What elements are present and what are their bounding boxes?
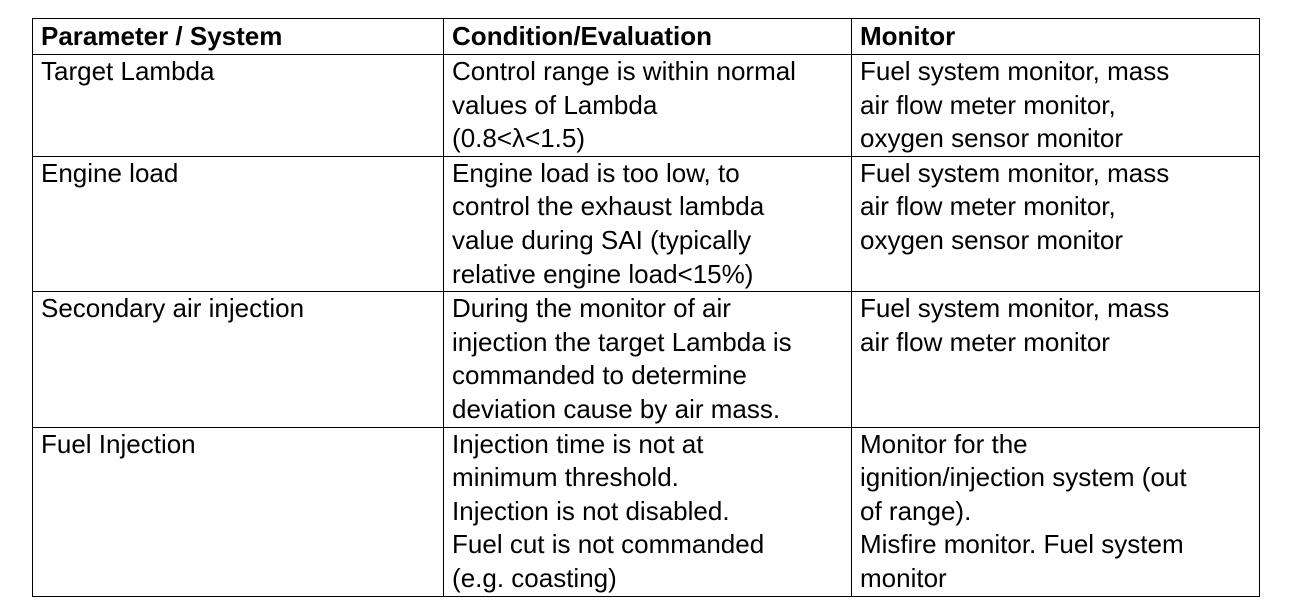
parameter-text: Fuel Injection [41, 428, 196, 459]
condition-text: commanded to determine [452, 360, 747, 391]
monitor-text: oxygen sensor monitor [860, 123, 1124, 154]
parameter-cell [33, 156, 444, 291]
condition-text: Injection time is not at [452, 428, 704, 459]
condition-text: Engine load is too low, to [452, 157, 740, 188]
monitor-cell [852, 55, 1260, 157]
monitor-text: Fuel system monitor, mass [860, 157, 1170, 188]
monitor-text: air flow meter monitor [860, 326, 1110, 357]
table-row [33, 55, 1260, 157]
condition-cell [444, 292, 852, 427]
monitor-text: air flow meter monitor, [860, 89, 1116, 120]
condition-cell [444, 55, 852, 157]
condition-text: deviation cause by air mass. [452, 393, 781, 424]
parameter-text: Engine load [41, 157, 179, 188]
table-row [33, 156, 1260, 291]
condition-cell [444, 427, 852, 596]
header-parameter-system: Parameter / System [33, 19, 444, 55]
condition-text: Fuel cut is not commanded [452, 529, 765, 560]
parameter-text: Secondary air injection [41, 293, 305, 324]
condition-cell [444, 156, 852, 291]
monitor-cell [852, 427, 1260, 596]
parameter-cell [33, 427, 444, 596]
monitor-cell [852, 156, 1260, 291]
header-condition-evaluation: Condition/Evaluation [444, 19, 852, 55]
condition-text: (e.g. coasting) [452, 562, 617, 593]
monitor-text: ignition/injection system (out [860, 462, 1187, 493]
table-row [33, 427, 1260, 596]
condition-text: Injection is not disabled. [452, 495, 730, 526]
condition-text: During the monitor of air [452, 293, 731, 324]
monitor-text: Fuel system monitor, mass [860, 56, 1170, 86]
parameter-cell [33, 55, 444, 157]
condition-text: value during SAI (typically [452, 224, 752, 255]
condition-text: minimum threshold. [452, 462, 679, 493]
parameter-cell [33, 292, 444, 427]
parameter-text: Target Lambda [41, 56, 215, 86]
monitor-conditions-table [32, 18, 1260, 597]
table-row [33, 292, 1260, 427]
condition-text: control the exhaust lambda [452, 191, 765, 222]
monitor-cell [852, 292, 1260, 427]
condition-text: relative engine load<15%) [452, 258, 754, 289]
monitor-text: air flow meter monitor, [860, 191, 1116, 222]
condition-text: (0.8<λ<1.5) [452, 123, 586, 154]
condition-text: injection the target Lambda is [452, 326, 792, 357]
monitor-text: oxygen sensor monitor [860, 224, 1124, 255]
condition-text: values of Lambda [452, 89, 658, 120]
table-header-row [33, 19, 1260, 55]
monitor-text: of range). [860, 495, 972, 526]
monitor-text: Fuel system monitor, mass [860, 293, 1170, 324]
header-monitor: Monitor [852, 19, 1260, 55]
monitor-text: Monitor for the [860, 428, 1028, 459]
condition-text: Control range is within normal [452, 56, 796, 86]
monitor-text: Misfire monitor. Fuel system [860, 529, 1184, 560]
monitor-text: monitor [860, 562, 947, 593]
